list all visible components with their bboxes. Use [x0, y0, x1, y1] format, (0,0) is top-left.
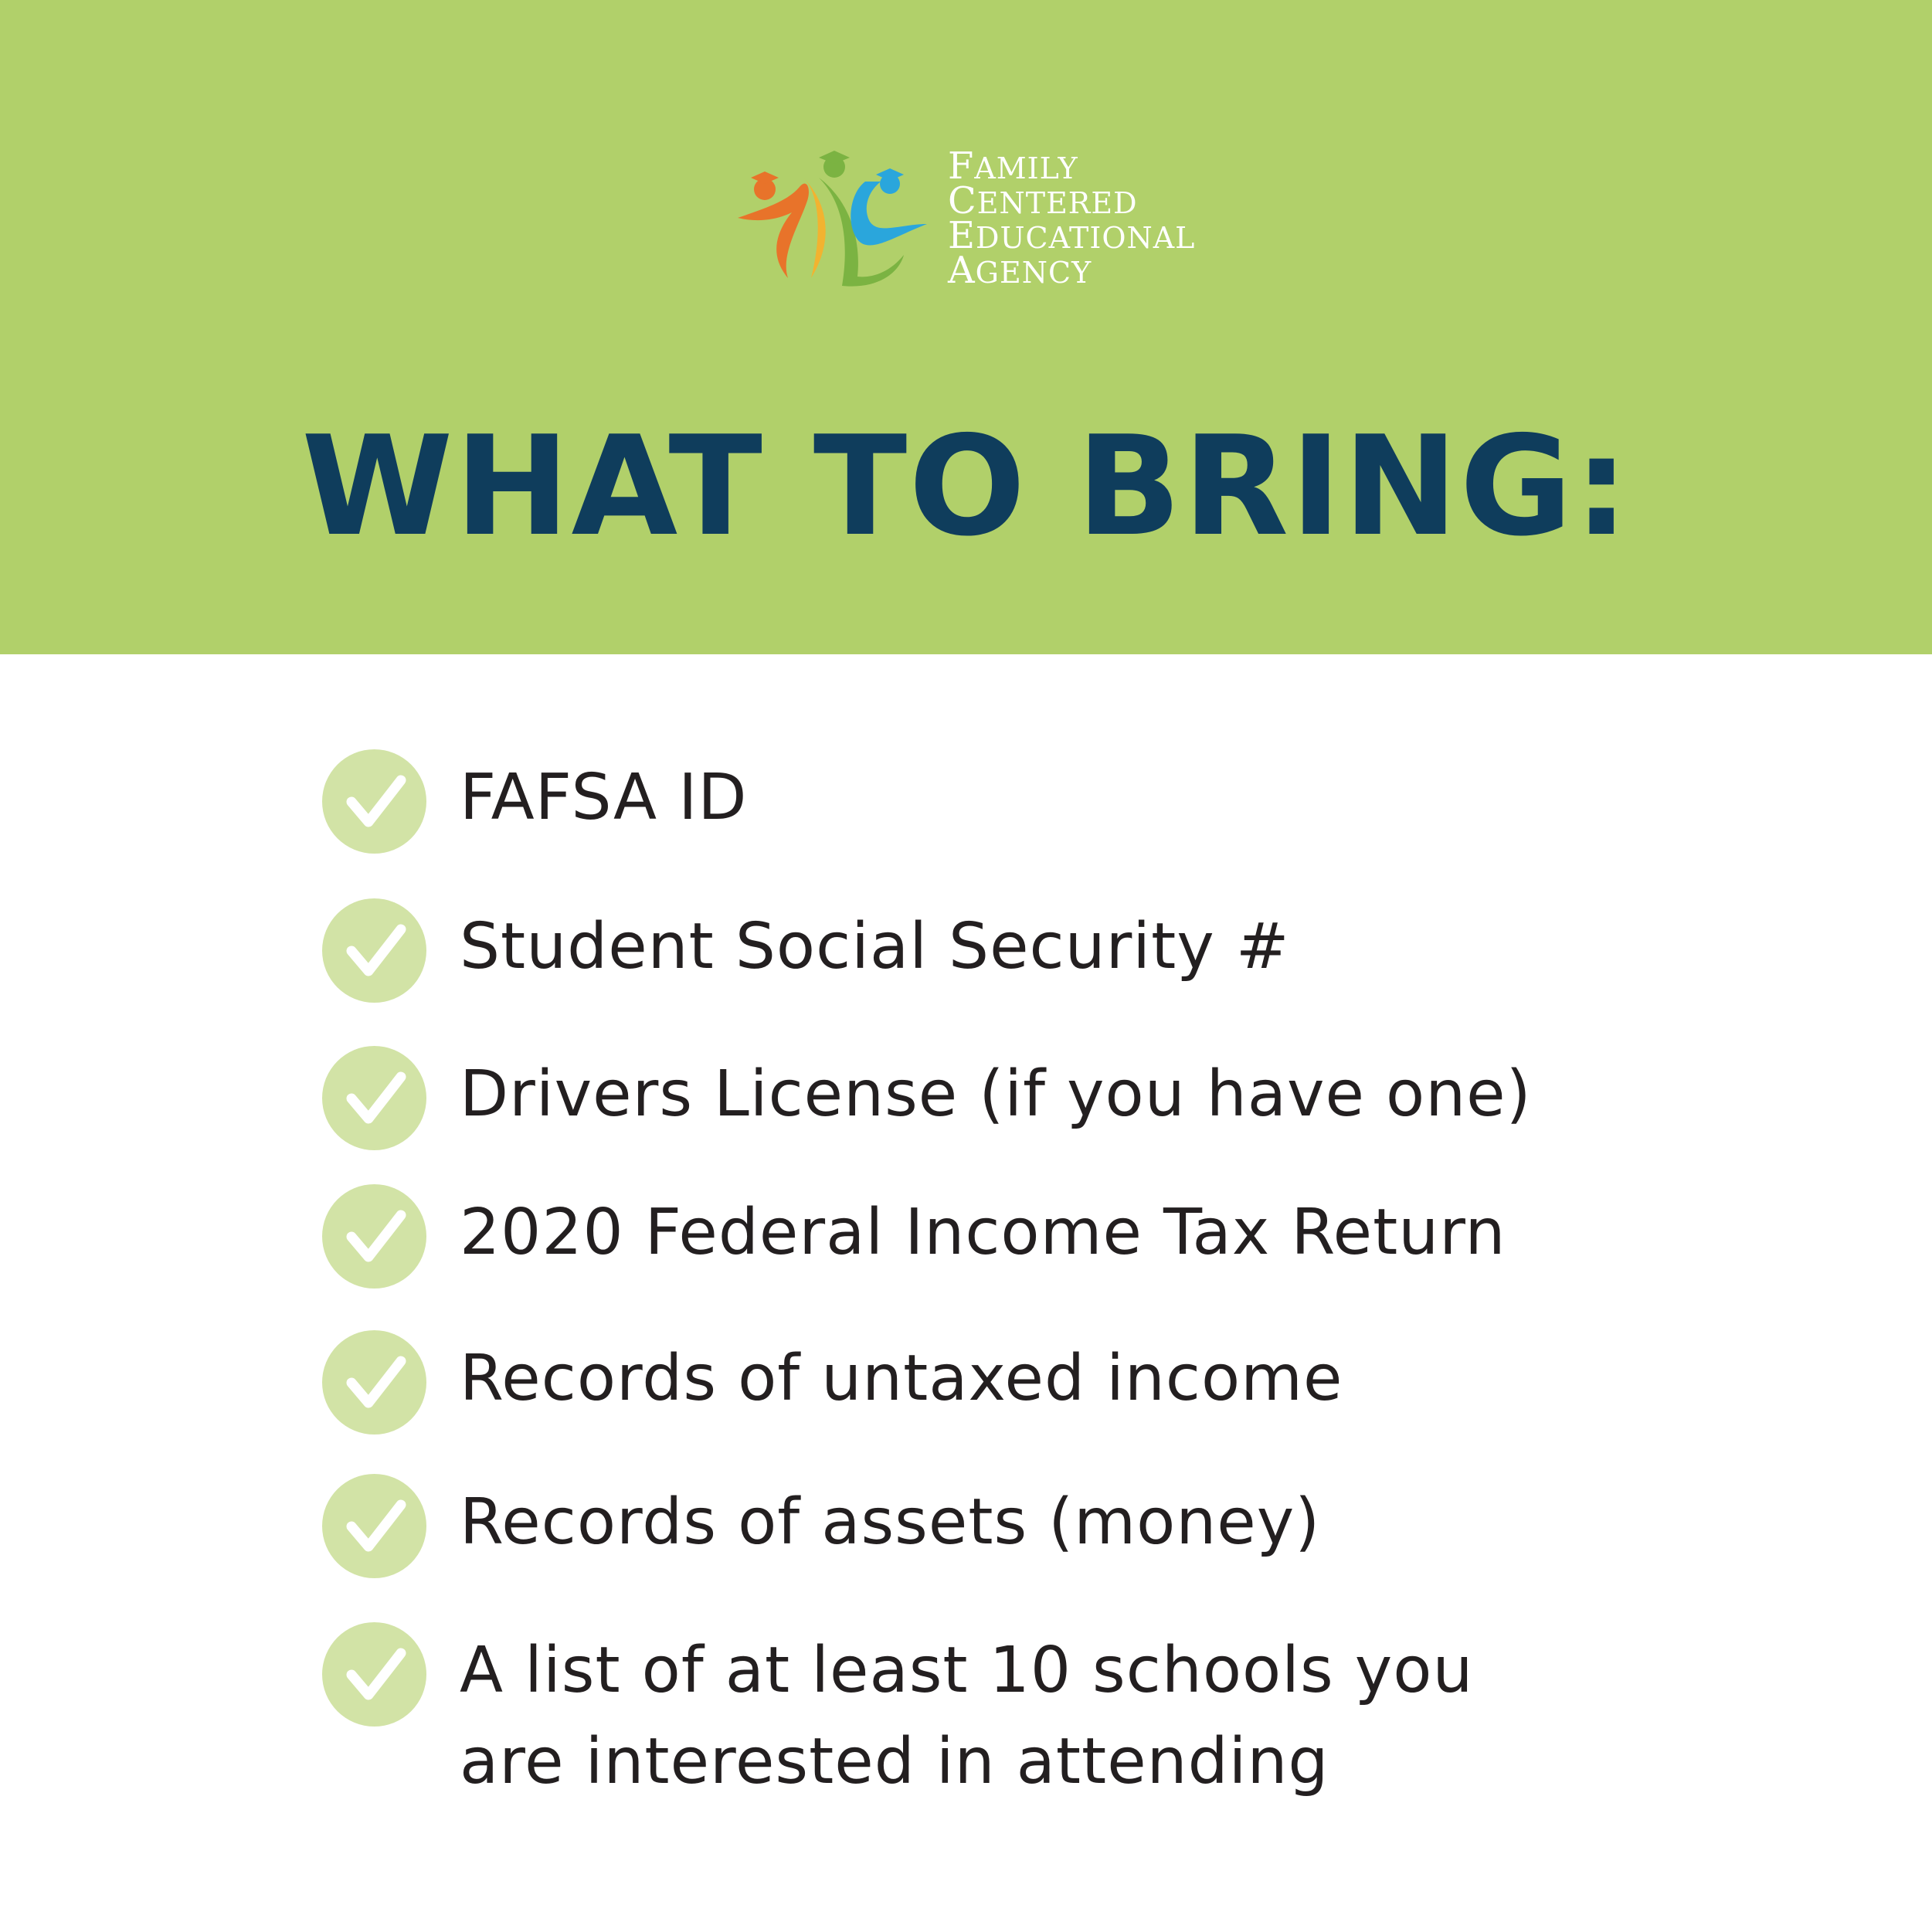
list-item [322, 1184, 1713, 1292]
list-item [322, 749, 1713, 857]
check-icon [322, 1330, 426, 1435]
family-figures-graduation-caps-icon [734, 147, 935, 294]
header-banner [0, 0, 1932, 654]
logo-line-1: FAMILY [948, 144, 1078, 188]
logo-line-3: EDUCATIONAL [948, 214, 1196, 257]
list-item-text: Drivers License (if you have one) [460, 1058, 1532, 1131]
page-title: WHAT TO BRING: [301, 406, 1631, 566]
list-item-text-line-2: are interested in attending [460, 1725, 1329, 1798]
list-item-text [460, 1625, 1473, 1808]
list-item-text: Student Social Security # [460, 910, 1290, 983]
list-item-text: 2020 Federal Income Tax Return [460, 1196, 1506, 1269]
list-item [322, 1474, 1713, 1582]
check-icon [322, 1474, 426, 1578]
logo-line-4: AGENCY [948, 249, 1092, 292]
check-icon [322, 1622, 426, 1727]
list-item-text: Records of assets (money) [460, 1486, 1321, 1559]
list-item [322, 1046, 1713, 1154]
check-icon [322, 1184, 426, 1289]
list-item-text: Records of untaxed income [460, 1342, 1343, 1415]
list-item-text-line-1: A list of at least 10 schools you [460, 1634, 1474, 1707]
check-icon [322, 898, 426, 1003]
check-icon [322, 1046, 426, 1150]
organization-logo [734, 144, 1213, 294]
list-item-text: FAFSA ID [460, 761, 748, 834]
logo-line-2: CENTERED [948, 179, 1138, 222]
list-item [322, 1622, 1713, 1823]
list-item [322, 1330, 1713, 1438]
check-icon [322, 749, 426, 854]
logo-wordmark [948, 144, 1196, 292]
list-item [322, 898, 1713, 1007]
